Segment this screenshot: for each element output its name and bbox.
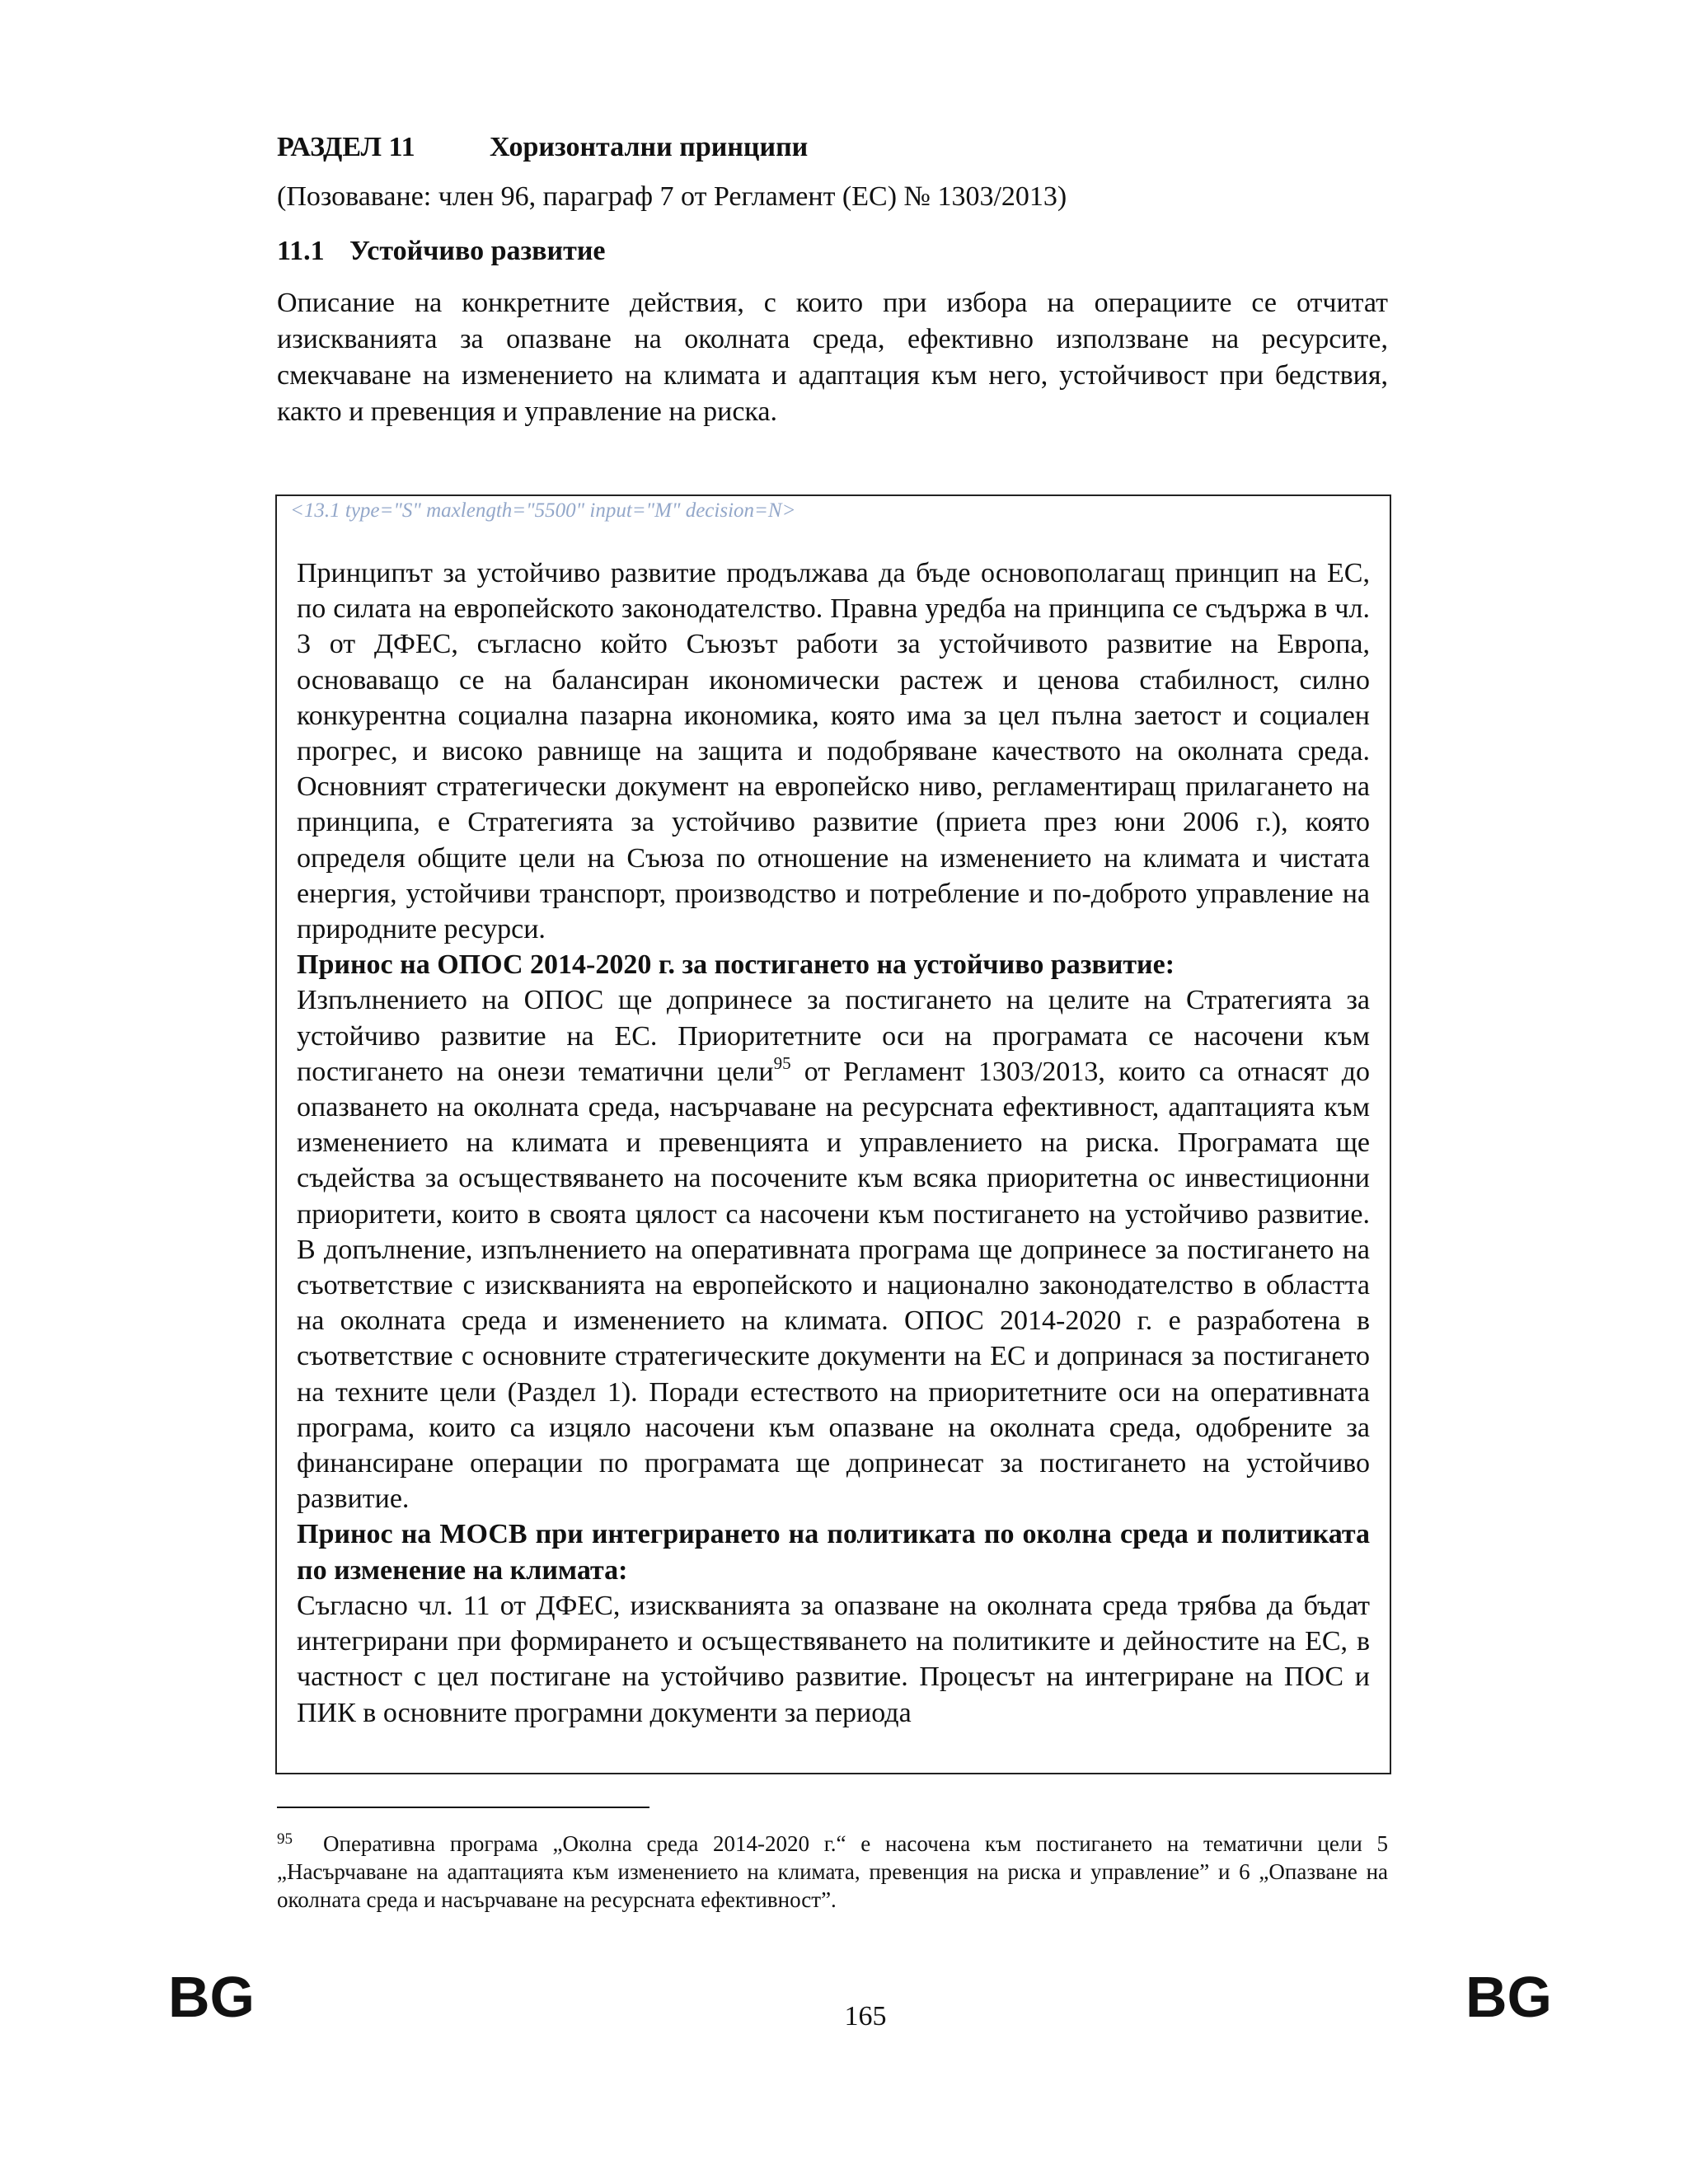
answer-paragraph: [297, 982, 1370, 1516]
footnote-reference[interactable]: 95: [773, 1052, 791, 1073]
section-heading: [277, 132, 808, 163]
field-spec-tag: <13.1 type="S" maxlength="5500" input="M" decision=N>: [290, 499, 796, 522]
section-title: Хоризонтални принципи: [490, 132, 809, 162]
answer-paragraph-part: Изпълнението на ОПОС ще допринесе за постигането на целите на Стратегията за устойчиво развитие на ЕС. Приоритетните оси на програмата се насочени към постигането на онези тематични цели: [297, 985, 1370, 1087]
footnote-text: Оперативна програма „Околна среда 2014-2020 г.“ е насочена към постигането на тематични цели 5 „Насърчаване на адаптацията към изменението на климата, превенция на риска и управление” и 6 „Опазване на околната среда и насърчаване на ресурсната ефективност”.: [277, 1831, 1388, 1912]
regulation-reference: (Позоваване: член 96, параграф 7 от Регламент (ЕС) № 1303/2013): [277, 181, 1067, 212]
answer-paragraph: Съгласно чл. 11 от ДФЕС, изискванията за опазване на околната среда трябва да бъдат интегрирани при формирането и осъществяването на политиките и дейностите на ЕС, в частност с цел постигане на устойчиво развитие. Процесът на интегриране на ПОС и ПИК в основните програмни документи за периода: [297, 1590, 1370, 1728]
answer-paragraph: Принципът за устойчиво развитие продължава да бъде основополагащ принцип на ЕС, по силата на европейското законодателство. Правна уредба на принципа се съдържа в чл. 3 от ДФЕС, съгласно който Съюзът работи за устойчивото развитие на Европа, основаващо се на балансиран икономически растеж и ценова стабилност, силно конкурентна социална пазарна икономика, която има за цел пълна заетост и социален прогрес, и високо равнище на защита и подобряване качеството на околната среда. Основният стратегически документ на европейско ниво, регламентиращ прилагането на принципа, е Стратегията за устойчиво развитие (приета през юни 2006 г.), която определя общите цели на Съюза по отношение на изменението на климата и чистата енергия, устойчиви транспорт, производство и потребление и по-доброто управление на природните ресурси.: [297, 558, 1370, 945]
answer-paragraph-part: от Регламент 1303/2013, които са отнасят до опазването на околната среда, насърчаване на ресурсната ефективност, адаптацията към изменението на климата и превенцията и управлението на риска. Програмата ще съдейства за осъществяването на посочените към всяка приоритетна ос инвестиционни приоритети, които в своята цялост са насочени към постигането на устойчиво развитие. В допълнение, изпълнението на оперативната програма ще допринесе за постигането на съответствие с изискванията на европейското и национално законодателство в областта на околната среда и изменението на климата. ОПОС 2014-2020 г. е разработена в съответствие с основните стратегическите документи на ЕС и допринася за постигането на техните цели (Раздел 1). Поради естеството на приоритетните оси на оперативната програма, които са изцяло насочени към опазване на околната среда, одобрените за финансиране операции по програмата ще допринесат за постигането на устойчиво развитие.: [297, 1056, 1371, 1515]
answer-text-box: [275, 494, 1391, 1774]
language-code-right: BG: [1465, 1965, 1552, 2029]
answer-heading: Принос на ОПОС 2014-2020 г. за постигането на устойчиво развитие:: [297, 949, 1175, 981]
subsection-number: 11.1: [277, 236, 325, 266]
page-number: 165: [844, 2001, 887, 2032]
subsection-title: Устойчиво развитие: [349, 236, 606, 266]
subsection-heading: [277, 236, 606, 267]
answer-text: [297, 555, 1370, 1731]
section-number: РАЗДЕЛ 11: [277, 132, 415, 162]
language-code-left: BG: [168, 1965, 255, 2029]
answer-heading: Принос на МОСВ при интегрирането на политиката по околна среда и политиката по изменение на климата:: [297, 1519, 1370, 1586]
footnote-separator: [277, 1807, 649, 1808]
subsection-description: Описание на конкретните действия, с които при избора на операциите се отчитат изискванията за опазване на околната среда, ефективно използване на ресурсите, смекчаване на изменението на климата и адаптация към него, устойчивост при бедствия, както и превенция и управление на риска.: [277, 288, 1388, 427]
footnote: 95 Оперативна програма „Околна среда 2014-2020 г.“ е насочена към постигането на тематични цели 5 „Насърчаване на адаптацията към изменението на климата, превенция на риска и управление” и 6 „Опазване на околната среда и насърчаване на ресурсната ефективност”.: [277, 1830, 1388, 1912]
